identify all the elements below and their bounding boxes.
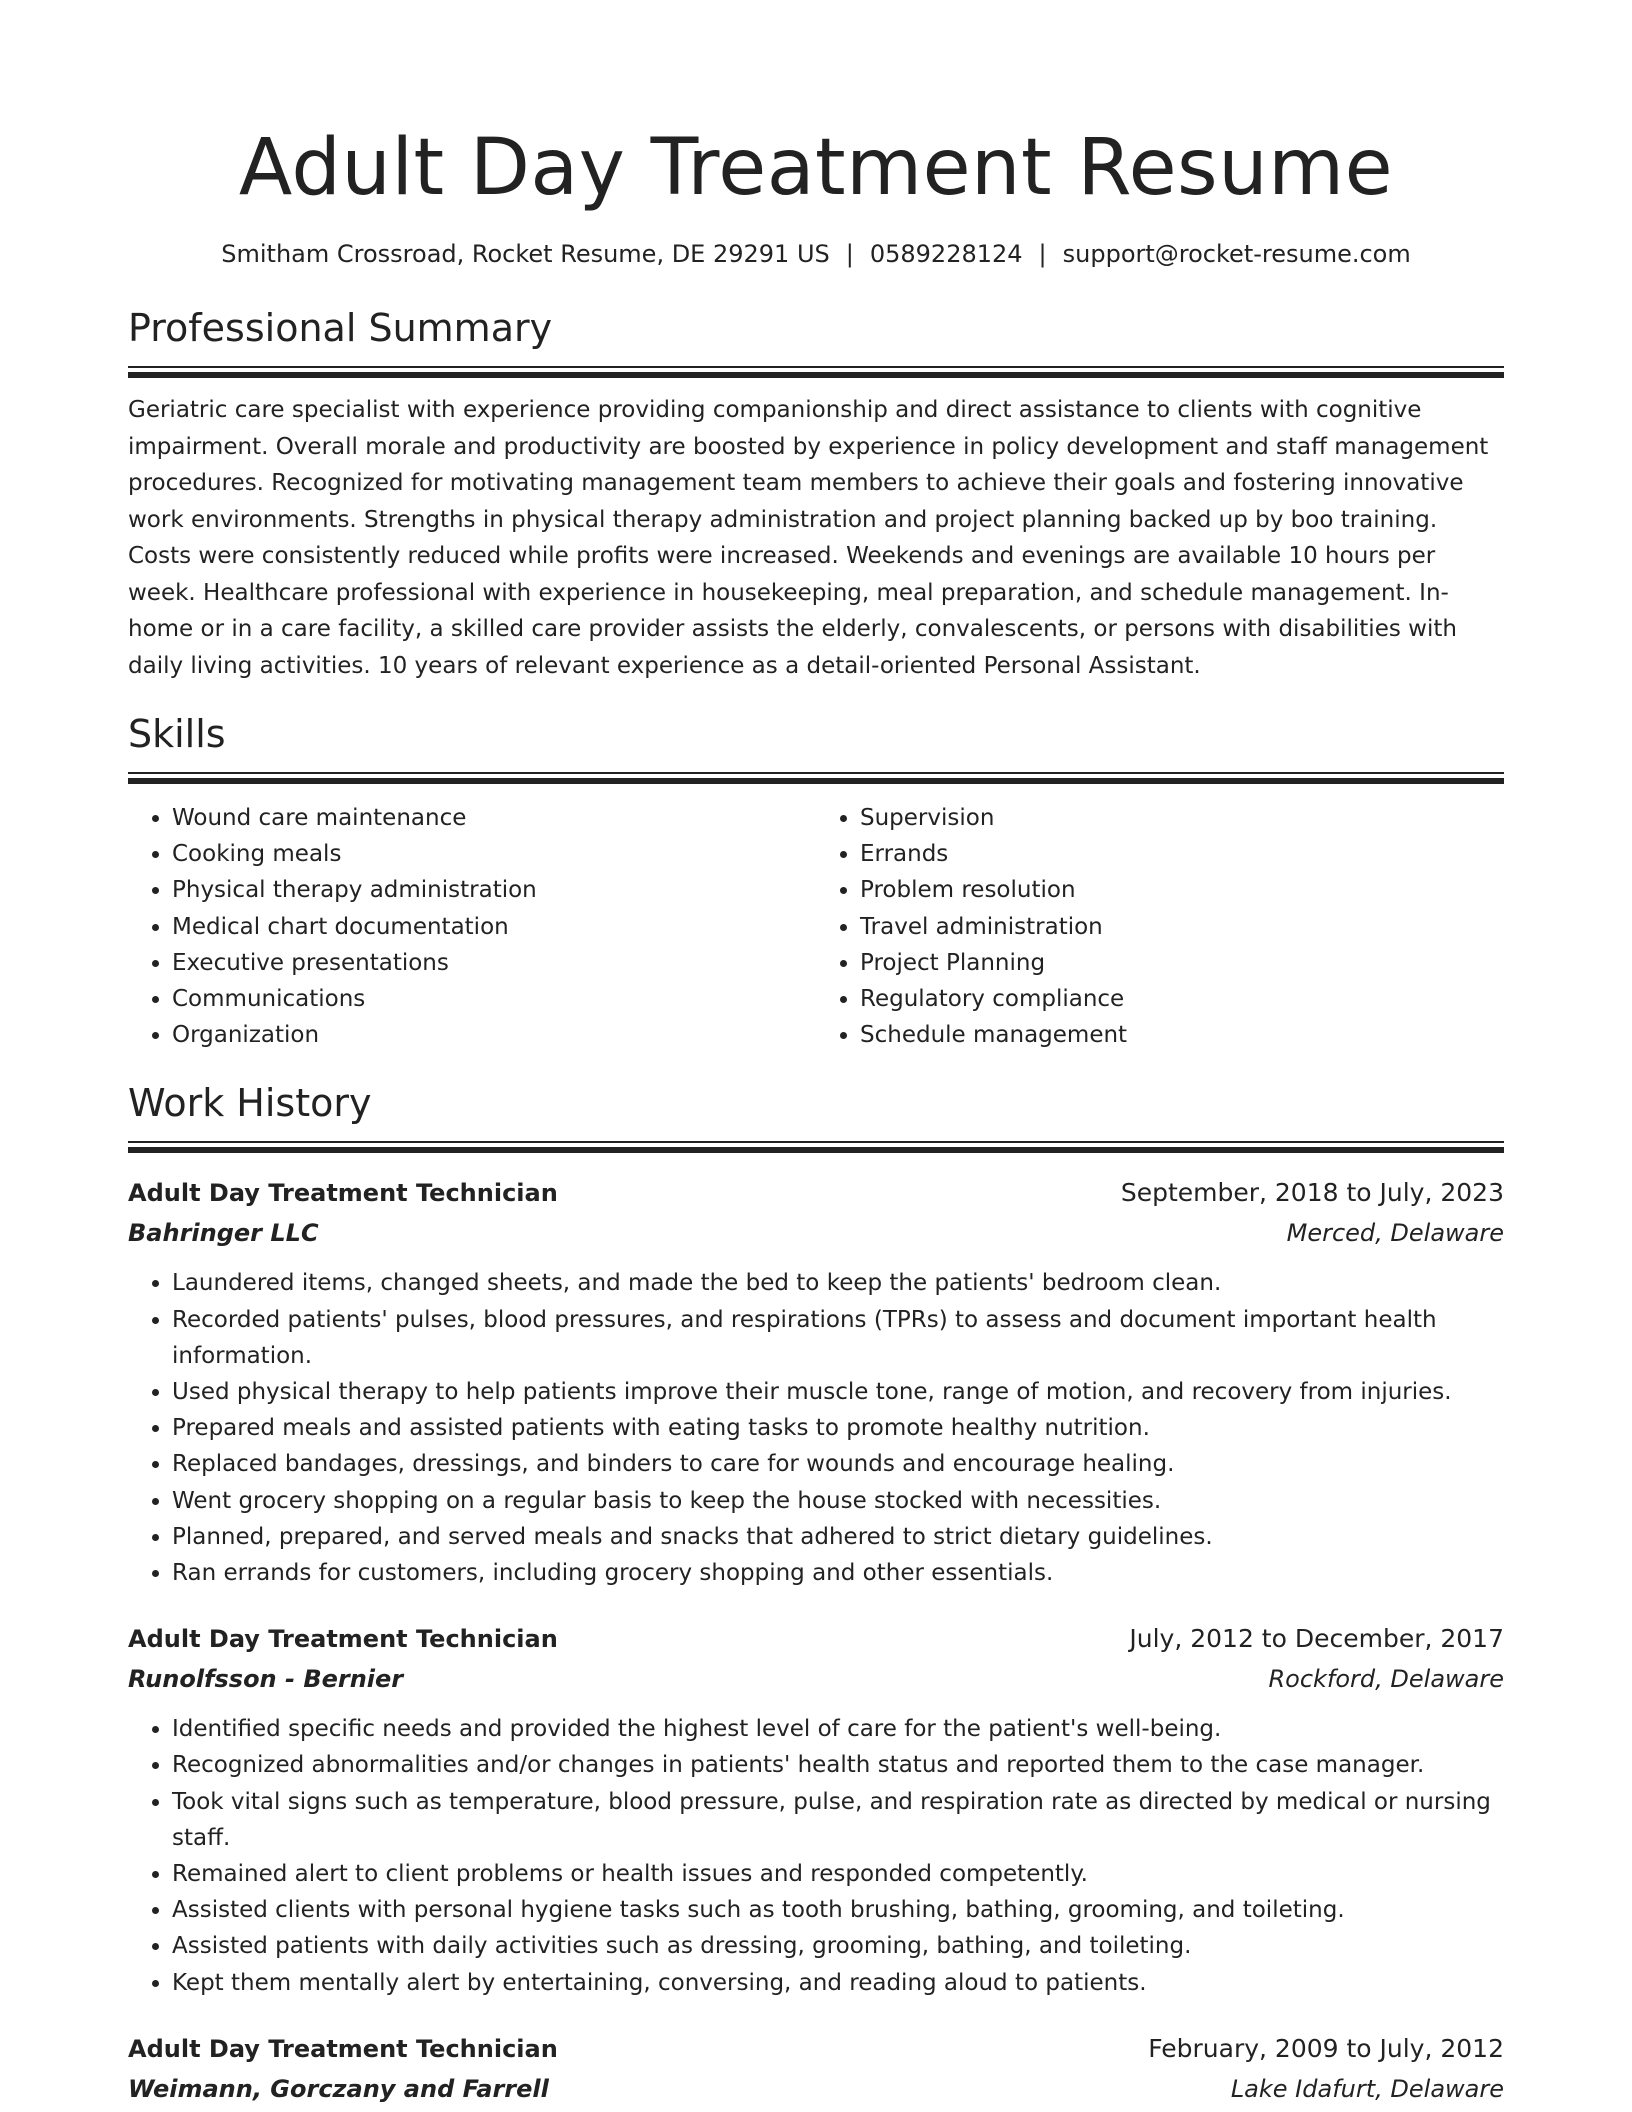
job-duty: • Went grocery shopping on a regular basis to keep the house stocked with necessities. [172, 1483, 1504, 1519]
contact-phone: 0589228124 [869, 240, 1023, 268]
skill-item: • Executive presentations [172, 945, 816, 981]
skills-list-left [128, 800, 816, 1053]
summary-section [128, 304, 1504, 684]
summary-heading: Professional Summary [128, 306, 553, 350]
job-duty: • Planned, prepared, and served meals and snacks that adhered to strict dietary guidelines. [172, 1519, 1504, 1555]
job-title: Adult Day Treatment Technician [128, 1625, 558, 1654]
job-duty: • Laundered items, changed sheets, and made the bed to keep the patients' bedroom clean. [172, 1265, 1504, 1301]
job-subheader-row [128, 1213, 1504, 1253]
skill-item: • Physical therapy administration [172, 872, 816, 908]
job-duty: • Assisted patients with daily activities such as dressing, grooming, bathing, and toileting. [172, 1928, 1504, 1964]
skills-columns [128, 800, 1504, 1053]
job-duty: • Remained alert to client problems or health issues and responded competently. [172, 1856, 1504, 1892]
job-company: Runolfsson - Bernier [128, 1665, 404, 1694]
section-divider [128, 1141, 1504, 1153]
skill-item: • Regulatory compliance [860, 981, 1504, 1017]
skill-item: • Supervision [860, 800, 1504, 836]
job-duty: • Recognized abnormalities and/or changes in patients' health status and reported them to the case manager. [172, 1747, 1504, 1783]
job-title: Adult Day Treatment Technician [128, 2034, 558, 2063]
job-location: Lake Idafurt, Delaware [1230, 2074, 1504, 2103]
job-location: Merced, Delaware [1286, 1219, 1504, 1248]
job-duty: • Kept them mentally alert by entertaining, conversing, and reading aloud to patients. [172, 1965, 1504, 2001]
skills-section [128, 710, 1504, 1053]
job-company: Weimann, Gorczany and Farrell [128, 2074, 549, 2103]
page-title: Adult Day Treatment Resume [238, 123, 1394, 213]
contact-separator: | [845, 240, 854, 268]
job-dates: September, 2018 to July, 2023 [1120, 1178, 1504, 1208]
contact-separator: | [1038, 240, 1047, 268]
job-duty: • Ran errands for customers, including grocery shopping and other essentials. [172, 1555, 1504, 1591]
skill-item: • Organization [172, 1017, 816, 1053]
skill-item: • Problem resolution [860, 872, 1504, 908]
job-duties-list [128, 1711, 1504, 2001]
job-subheader-row [128, 2069, 1504, 2109]
job-duty: • Identified specific needs and provided the highest level of care for the patient's well-being. [172, 1711, 1504, 1747]
job-entry [128, 1173, 1504, 1591]
job-entry [128, 2029, 1504, 2109]
contact-email: support@rocket-resume.com [1062, 240, 1411, 268]
skill-item: • Errands [860, 836, 1504, 872]
job-duty: • Assisted clients with personal hygiene tasks such as tooth brushing, bathing, grooming, and toileting. [172, 1892, 1504, 1928]
work-history-section [128, 1079, 1504, 2108]
skill-item: • Cooking meals [172, 836, 816, 872]
job-dates: July, 2012 to December, 2017 [1129, 1624, 1504, 1654]
section-divider [128, 366, 1504, 378]
contact-line [128, 238, 1504, 270]
job-company: Bahringer LLC [128, 1219, 319, 1248]
skills-heading: Skills [128, 712, 226, 756]
job-duty: • Used physical therapy to help patients improve their muscle tone, range of motion, and recovery from injuries. [172, 1374, 1504, 1410]
section-divider [128, 772, 1504, 784]
job-location: Rockford, Delaware [1268, 1665, 1504, 1694]
job-title: Adult Day Treatment Technician [128, 1179, 558, 1208]
job-subheader-row [128, 1659, 1504, 1699]
job-header-row [128, 1173, 1504, 1213]
job-header-row [128, 2029, 1504, 2069]
skill-item: • Medical chart documentation [172, 909, 816, 945]
summary-text: Geriatric care specialist with experience providing companionship and direct assistance to clients with cognitive impairment. Overall morale and productivity are boosted by experience in policy development and staff management procedures. Recognized for motivating management team members to achieve their goals and fostering innovative work environments. Strengths in physical therapy administration and project planning backed up by boo training. Costs were consistently reduced while profits were increased. Weekends and evenings are available 10 hours per week. Healthcare professional with experience in housekeeping, meal preparation, and schedule management. In-home or in a care facility, a skilled care provider assists the elderly, convalescents, or persons with disabilities with daily living activities. 10 years of relevant experience as a detail-oriented Personal Assistant. [128, 397, 1489, 679]
job-duty: • Took vital signs such as temperature, blood pressure, pulse, and respiration rate as directed by medical or nursing staff. [172, 1784, 1504, 1856]
skill-item: • Travel administration [860, 909, 1504, 945]
skill-item: • Communications [172, 981, 816, 1017]
job-duty: • Prepared meals and assisted patients with eating tasks to promote healthy nutrition. [172, 1410, 1504, 1446]
work-history-heading: Work History [128, 1081, 372, 1126]
job-header-row [128, 1619, 1504, 1659]
job-duties-list [128, 1265, 1504, 1591]
skill-item: • Wound care maintenance [172, 800, 816, 836]
skill-item: • Schedule management [860, 1017, 1504, 1053]
skills-list-right [816, 800, 1504, 1053]
job-duty: • Replaced bandages, dressings, and binders to care for wounds and encourage healing. [172, 1446, 1504, 1482]
skill-item: • Project Planning [860, 945, 1504, 981]
job-entry [128, 1619, 1504, 2001]
resume-page [128, 0, 1504, 2109]
job-dates: February, 2009 to July, 2012 [1148, 2033, 1504, 2063]
job-duty: • Recorded patients' pulses, blood pressures, and respirations (TPRs) to assess and document important health information. [172, 1302, 1504, 1374]
contact-address: Smitham Crossroad, Rocket Resume, DE 29291 US [221, 240, 830, 268]
